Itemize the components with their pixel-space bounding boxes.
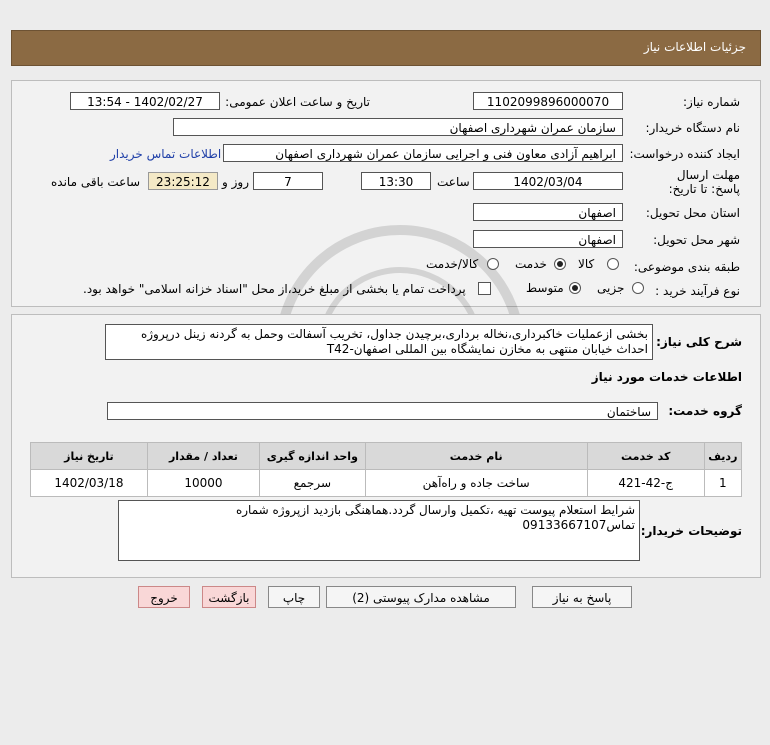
announce-field: 1402/02/27 - 13:54 (70, 92, 220, 110)
cell-row: 1 (704, 470, 741, 497)
days-label: روز و (222, 175, 249, 189)
category-option-goods: کالا (578, 257, 595, 271)
col-unit: واحد اندازه گیری (260, 443, 365, 470)
description-field: بخشی ازعملیات خاکبرداری،نخاله برداری،برچیدن جداول، تخریب آسفالت وحمل به گردنه زینل درپروژه احداث خیابان منتهی به مخازن نمایشگاه بین المللی اصفهان-T42 (105, 324, 653, 360)
remaining-label: ساعت باقی مانده (51, 175, 141, 189)
col-name: نام خدمت (365, 443, 587, 470)
category-radio-service[interactable] (554, 258, 566, 270)
services-table (30, 442, 742, 497)
col-code: کد خدمت (587, 443, 704, 470)
category-option-both: کالا/خدمت (426, 257, 479, 271)
purchase-option-minor: جزیی (597, 281, 625, 295)
deadline-time-field: 13:30 (361, 172, 431, 190)
buyer-notes-label: توضیحات خریدار: (640, 524, 742, 538)
print-button[interactable]: چاپ (268, 586, 320, 608)
remaining-time-field: 23:25:12 (148, 172, 218, 190)
treasury-checkbox[interactable] (478, 282, 491, 295)
cell-unit: سرجمع (260, 470, 365, 497)
buyer-notes-field: شرایط استعلام پیوست تهیه ،تکمیل وارسال گردد.هماهنگی بازدید ازپروژه شماره تماس09133667107 (118, 500, 640, 561)
creator-label: ایجاد کننده درخواست: (629, 147, 740, 161)
attachments-button[interactable]: مشاهده مدارک پیوستی (2) (326, 586, 516, 608)
deadline-label: مهلت ارسال پاسخ: تا تاریخ: (668, 168, 740, 196)
cell-code: ج-42-421 (587, 470, 704, 497)
col-qty: تعداد / مقدار (147, 443, 259, 470)
province-field: اصفهان (473, 203, 623, 221)
announce-label: تاریخ و ساعت اعلان عمومی: (225, 95, 370, 109)
cell-qty: 10000 (147, 470, 259, 497)
buyer-contact-link[interactable]: اطلاعات تماس خریدار (110, 147, 222, 161)
purchase-option-medium: متوسط (526, 281, 564, 295)
purchase-type-label: نوع فرآیند خرید : (655, 284, 740, 298)
category-option-service: خدمت (515, 257, 547, 271)
payment-note: پرداخت تمام یا بخشی از مبلغ خرید،از محل "اسناد خزانه اسلامی" خواهد بود. (83, 282, 466, 296)
exit-button[interactable]: خروج (138, 586, 190, 608)
days-field: 7 (253, 172, 323, 190)
category-label: طبقه بندی موضوعی: (633, 260, 740, 274)
purchase-radio-minor[interactable] (632, 282, 644, 294)
service-group-label: گروه خدمت: (668, 404, 742, 418)
deadline-time-label: ساعت (437, 175, 470, 189)
purchase-radio-medium[interactable] (569, 282, 581, 294)
cell-date: 1402/03/18 (31, 470, 148, 497)
deadline-date-field: 1402/03/04 (473, 172, 623, 190)
creator-field: ابراهیم آزادی معاون فنی و اجرایی سازمان عمران شهرداری اصفهان (223, 144, 623, 162)
table-row (31, 470, 742, 497)
category-radio-both[interactable] (487, 258, 499, 270)
city-label: شهر محل تحویل: (653, 233, 740, 247)
category-radio-goods[interactable] (607, 258, 619, 270)
back-button[interactable]: بازگشت (202, 586, 256, 608)
page-title: جزئیات اطلاعات نیاز (643, 40, 746, 54)
col-row: ردیف (704, 443, 741, 470)
service-group-field: ساختمان (107, 402, 658, 420)
cell-name: ساخت جاده و راه‌آهن (365, 470, 587, 497)
buyer-org-label: نام دستگاه خریدار: (645, 121, 740, 135)
need-number-label: شماره نیاز: (683, 95, 740, 109)
col-date: تاریخ نیاز (31, 443, 148, 470)
need-number-field: 1102099896000070 (473, 92, 623, 110)
page-header (11, 30, 761, 66)
city-field: اصفهان (473, 230, 623, 248)
buyer-org-field: سازمان عمران شهرداری اصفهان (173, 118, 623, 136)
services-title: اطلاعات خدمات مورد نیاز (591, 370, 742, 384)
reply-button[interactable]: پاسخ به نیاز (532, 586, 632, 608)
province-label: استان محل تحویل: (645, 206, 740, 220)
description-label: شرح کلی نیاز: (656, 335, 742, 349)
